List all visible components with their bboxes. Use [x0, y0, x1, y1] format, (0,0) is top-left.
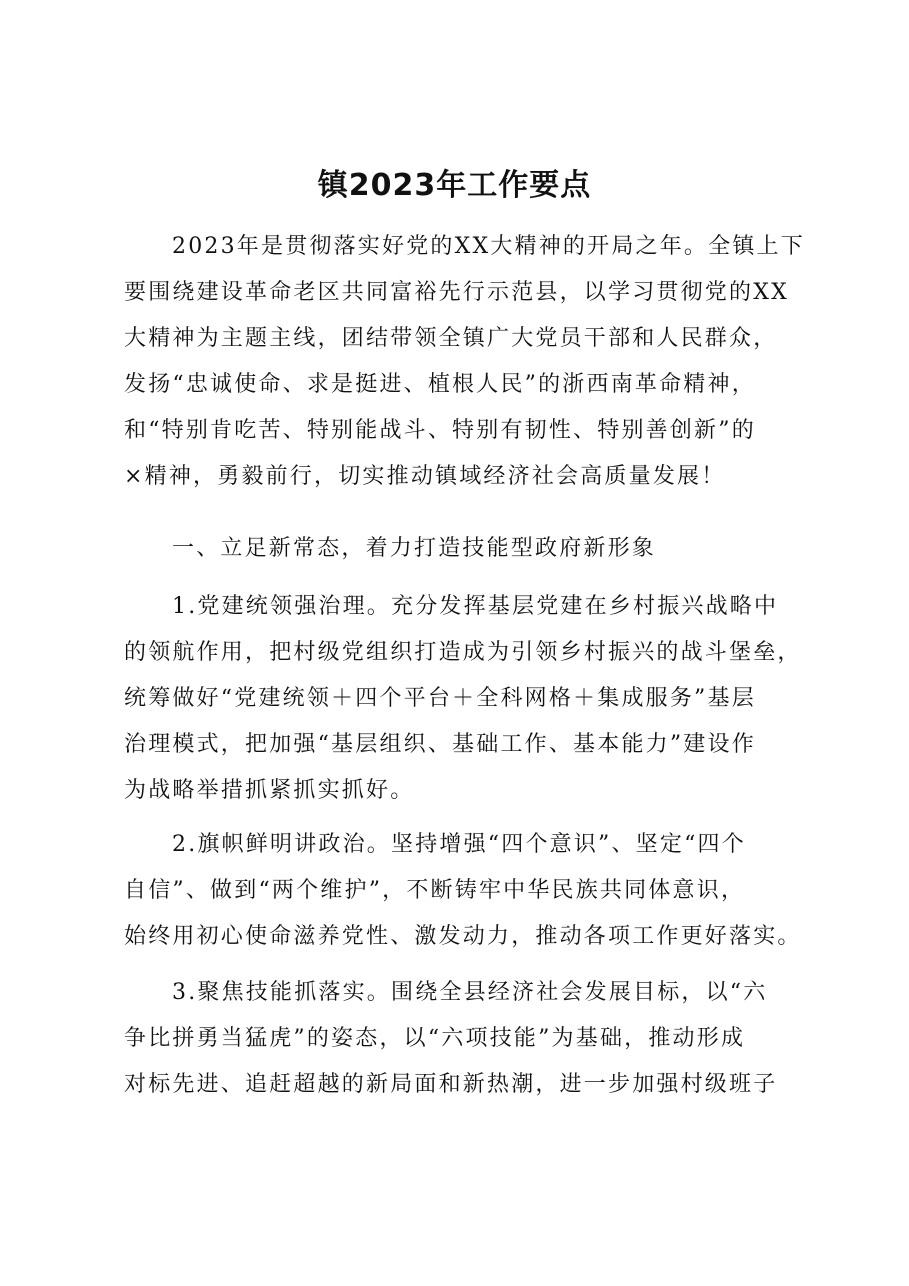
paragraph-line: 的领航作用，把村级党组织打造成为引领乡村振兴的战斗堡垒， [124, 640, 802, 665]
paragraph-line: 大精神为主题主线，团结带领全镇广大党员干部和人民群众， [124, 326, 778, 351]
paragraph-item-3 [124, 970, 800, 1108]
paragraph-line: 1.党建统领强治理。充分发挥基层党建在乡村振兴战略中 [172, 594, 779, 619]
section-heading-text: 一、立足新常态，着力打造技能型政府新形象 [172, 536, 657, 561]
paragraph-line: 治理模式，把加强“基层组织、基础工作、基本能力”建设作 [124, 732, 756, 757]
section-heading [124, 526, 800, 572]
paragraph-line: 自信”、做到“两个维护”，不断铸牢中华民族共同体意识， [124, 878, 746, 903]
paragraph-line: 2.旗帜鲜明讲政治。坚持增强“四个意识”、坚定“四个 [172, 832, 746, 857]
paragraph-line: 对标先进、追赶超越的新局面和新热潮，进一步加强村级班子 [124, 1072, 778, 1097]
document-title: 镇2023年工作要点 [317, 168, 592, 203]
paragraph-item-2 [124, 822, 800, 960]
paragraph-line: 和“特别肯吃苦、特别能战斗、特别有韧性、特别善创新”的 [124, 418, 756, 443]
paragraph-intro [124, 224, 805, 500]
paragraph-item-1 [124, 584, 800, 814]
paragraph-line: 发扬“忠诚使命、求是挺进、植根人民”的浙西南革命精神， [124, 372, 756, 397]
paragraph-line: 2023年是贯彻落实好党的XX大精神的开局之年。全镇上下 [172, 234, 805, 259]
paragraph-line: 统筹做好“党建统领＋四个平台＋全科网格＋集成服务”基层 [124, 686, 756, 711]
paragraph-line: 要围绕建设革命老区共同富裕先行示范县，以学习贯彻党的XX [124, 280, 789, 305]
paragraph-line: 争比拼勇当猛虎”的姿态，以“六项技能”为基础，推动形成 [124, 1026, 746, 1051]
paragraph-line: 始终用初心使命滋养党性、激发动力，推动各项工作更好落实。 [124, 924, 802, 949]
paragraph-line: ×精神，勇毅前行，切实推动镇域经济社会高质量发展！ [124, 464, 726, 489]
paragraph-line: 3.聚焦技能抓落实。围绕全县经济社会发展目标，以“六 [172, 980, 768, 1005]
paragraph-line: 为战略举措抓紧抓实抓好。 [124, 778, 415, 803]
